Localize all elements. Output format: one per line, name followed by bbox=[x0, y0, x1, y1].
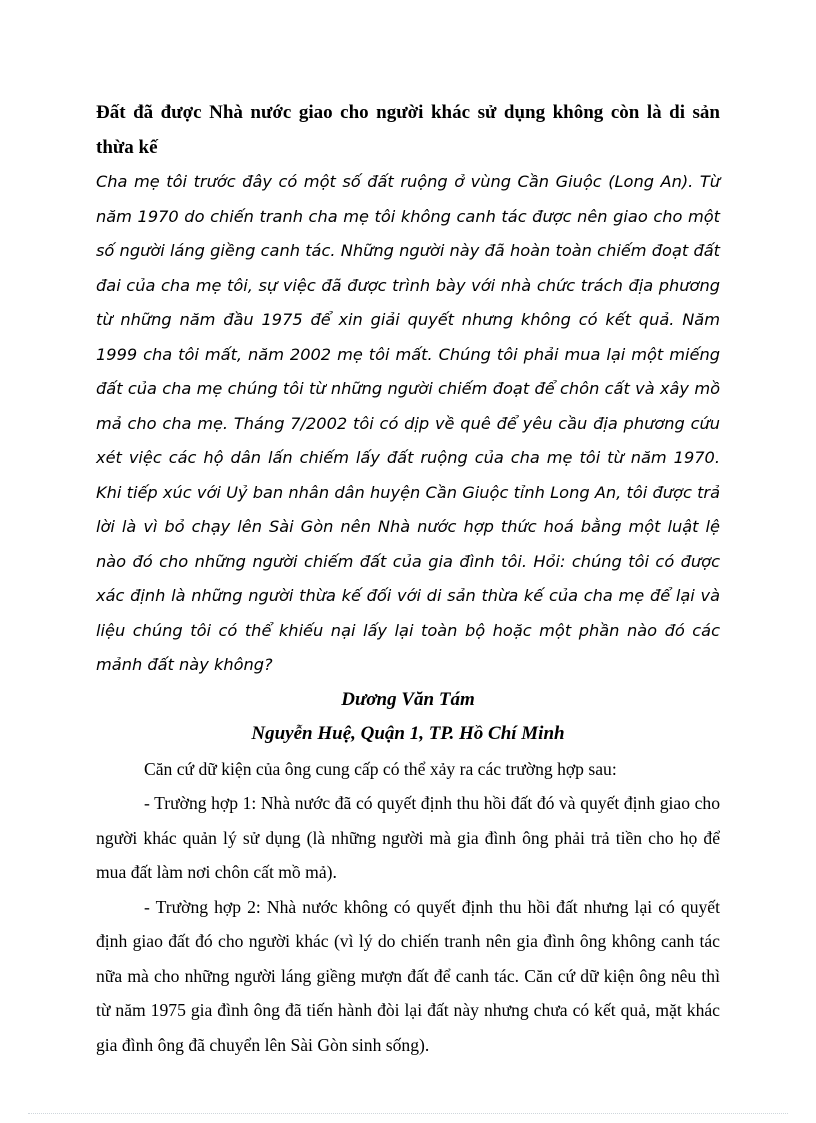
answer-paragraph: - Trường hợp 1: Nhà nước đã có quyết định thu hồi đất đó và quyết định giao cho người khác quản lý sử dụng (là những người mà gia đình ông phải trả tiền cho họ để mua đất làm nơi chôn cất mồ mả). bbox=[96, 793, 720, 882]
answer-paragraph: Căn cứ dữ kiện của ông cung cấp có thể xảy ra các trường hợp sau: bbox=[144, 758, 617, 779]
article-title: Đất đã được Nhà nước giao cho người khác sử dụng không còn là di sản thừa kế bbox=[96, 102, 720, 158]
document-body bbox=[96, 96, 720, 1062]
signature-address: Nguyễn Huệ, Quận 1, TP. Hồ Chí Minh bbox=[251, 723, 565, 744]
page-bottom-divider bbox=[28, 1113, 788, 1114]
reader-question: Cha mẹ tôi trước đây có một số đất ruộng ở vùng Cần Giuộc (Long An). Từ năm 1970 do chiến tranh cha mẹ tôi không canh tác được nên giao cho một số người láng giềng canh tác. Những người này đã hoàn toàn chiếm đoạt đất đai của cha mẹ tôi, sự việc đã được trình bày với nhà chức trách địa phương từ những năm đầu 1975 để xin giải quyết nhưng không có kết quả. Năm 1999 cha tôi mất, năm 2002 mẹ tôi mất. Chúng tôi phải mua lại một miếng đất của cha mẹ chúng tôi từ những người chiếm đoạt để chôn cất và xây mồ mả cho cha mẹ. Tháng 7/2002 tôi có dịp về quê để yêu cầu địa phương cứu xét việc các hộ dân lấn chiếm lấy đất ruộng của cha mẹ tôi từ năm 1970. Khi tiếp xúc với Uỷ ban nhân dân huyện Cần Giuộc tỉnh Long An, tôi được trả lời là vì bỏ chạy lên Sài Gòn nên Nhà nước hợp thức hoá bằng một luật lệ nào đó cho những người chiếm đất của gia đình tôi. Hỏi: chúng tôi có được xác định là những người thừa kế đối với di sản thừa kế của cha mẹ để lại và liệu chúng tôi có thể khiếu nại lấy lại toàn bộ hoặc một phần nào đó các mảnh đất này không? bbox=[96, 172, 720, 674]
signature-name: Dương Văn Tám bbox=[341, 688, 475, 710]
answer-paragraph: - Trường hợp 2: Nhà nước không có quyết định thu hồi đất nhưng lại có quyết định giao đất đó cho người khác (vì lý do chiến tranh nên gia đình ông không canh tác nữa mà cho những người láng giềng mượn đất để canh tác. Căn cứ dữ kiện ông nêu thì từ năm 1975 gia đình ông đã tiến hành đòi lại đất này nhưng chưa có kết quả, mặt khác gia đình ông đã chuyển lên Sài Gòn sinh sống). bbox=[96, 896, 720, 1055]
